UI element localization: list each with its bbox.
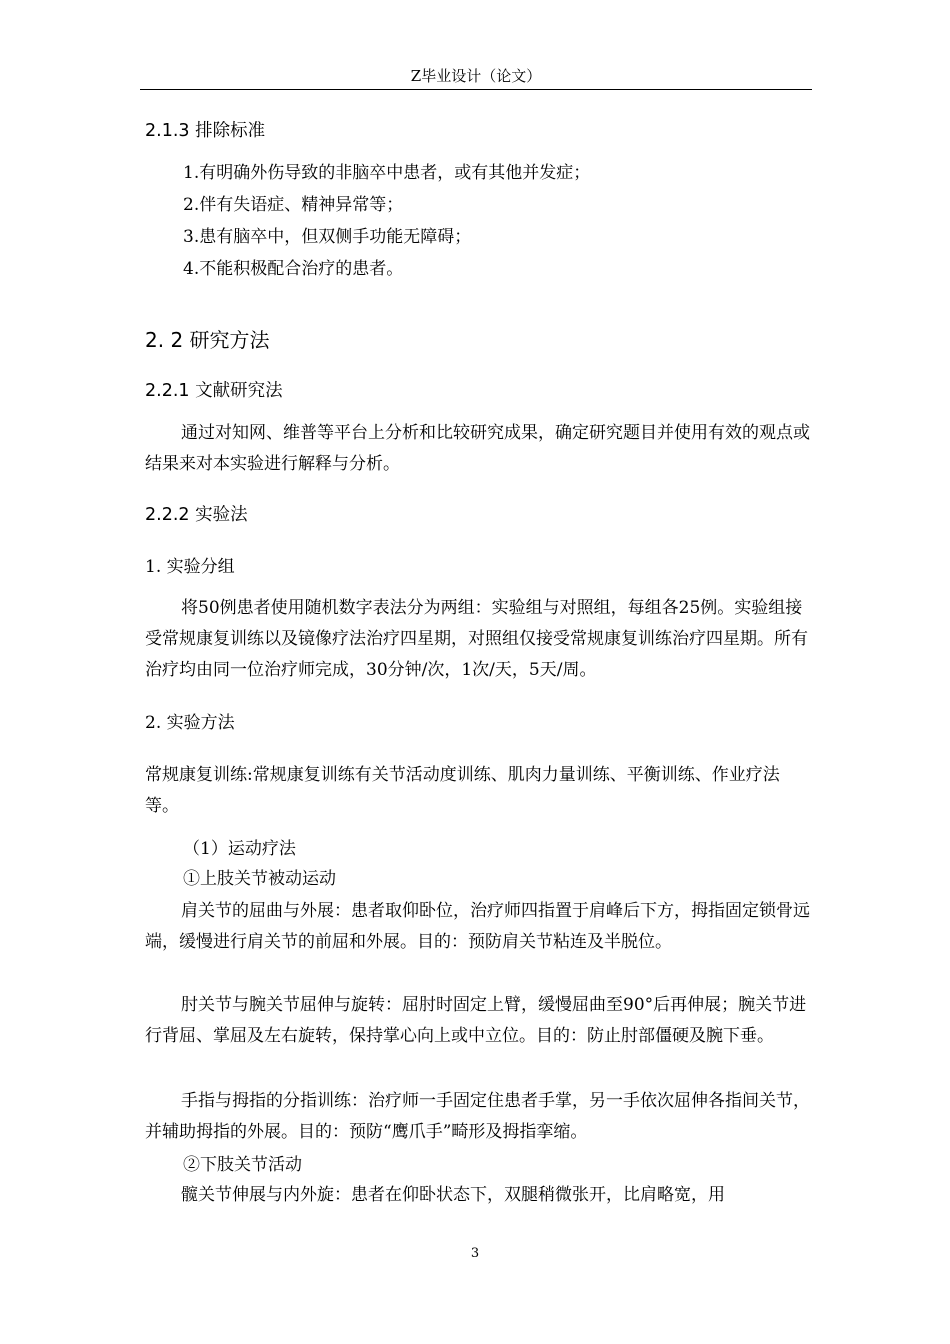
upper-limb-title: ①上肢关节被动运动 — [183, 869, 336, 889]
grouping-paragraph: 将50例患者使用随机数字表法分为两组：实验组与对照组，每组各25例。实验组接受常规康复训练以及镜像疗法治疗四星期，对照组仅接受常规康复训练治疗四星期。所有治疗均由同一位治疗师完成，30分钟/次，1次/天，5天/周。 — [145, 598, 808, 680]
exclusion-item-2: 2.伴有失语症、精神异常等； — [183, 195, 404, 215]
shoulder-paragraph: 肩关节的屈曲与外展：患者取仰卧位，治疗师四指置于肩峰后下方，拇指固定锁骨远端，缓慢进行肩关节的前屈和外展。目的：预防肩关节粘连及半脱位。 — [145, 901, 810, 952]
subheading-grouping: 1. 实验分组 — [145, 557, 235, 577]
heading-2-2: 2. 2 研究方法 — [145, 328, 270, 352]
exclusion-item-4: 4.不能积极配合治疗的患者。 — [183, 259, 404, 279]
finger-paragraph: 手指与拇指的分指训练：治疗师一手固定住患者手掌，另一手依次屈伸各指间关节，并辅助拇指的外展。目的：预防“鹰爪手”畸形及拇指挛缩。 — [145, 1091, 810, 1142]
header-rule — [140, 89, 812, 90]
exclusion-item-3: 3.患有脑卒中，但双侧手功能无障碍； — [183, 227, 472, 247]
elbow-wrist-paragraph: 肘关节与腕关节屈伸与旋转：屈肘时固定上臂，缓慢屈曲至90°后再伸展；腕关节进行背屈、掌屈及左右旋转，保持掌心向上或中立位。目的：防止肘部僵硬及腕下垂。 — [145, 995, 807, 1046]
heading-2-1-3: 2.1.3 排除标准 — [145, 121, 266, 141]
page-number: 3 — [470, 1246, 480, 1261]
heading-2-2-1: 2.2.1 文献研究法 — [145, 381, 283, 401]
exercise-therapy-title: （1）运动疗法 — [183, 839, 296, 859]
hip-paragraph: 髋关节伸展与内外旋：患者在仰卧状态下，双腿稍微张开，比肩略宽，用 — [181, 1185, 725, 1205]
lower-limb-title: ②下肢关节活动 — [183, 1155, 302, 1175]
subheading-methods: 2. 实验方法 — [145, 713, 235, 733]
heading-2-2-2: 2.2.2 实验法 — [145, 505, 248, 525]
methods-paragraph: 常规康复训练:常规康复训练有关节活动度训练、肌肉力量训练、平衡训练、作业疗法等。 — [145, 765, 780, 816]
literature-paragraph: 通过对知网、维普等平台上分析和比较研究成果，确定研究题目并使用有效的观点或结果来对本实验进行解释与分析。 — [145, 423, 810, 474]
running-header: Z毕业设计（论文） — [410, 67, 542, 85]
exclusion-item-1: 1.有明确外伤导致的非脑卒中患者，或有其他并发症； — [183, 163, 591, 183]
